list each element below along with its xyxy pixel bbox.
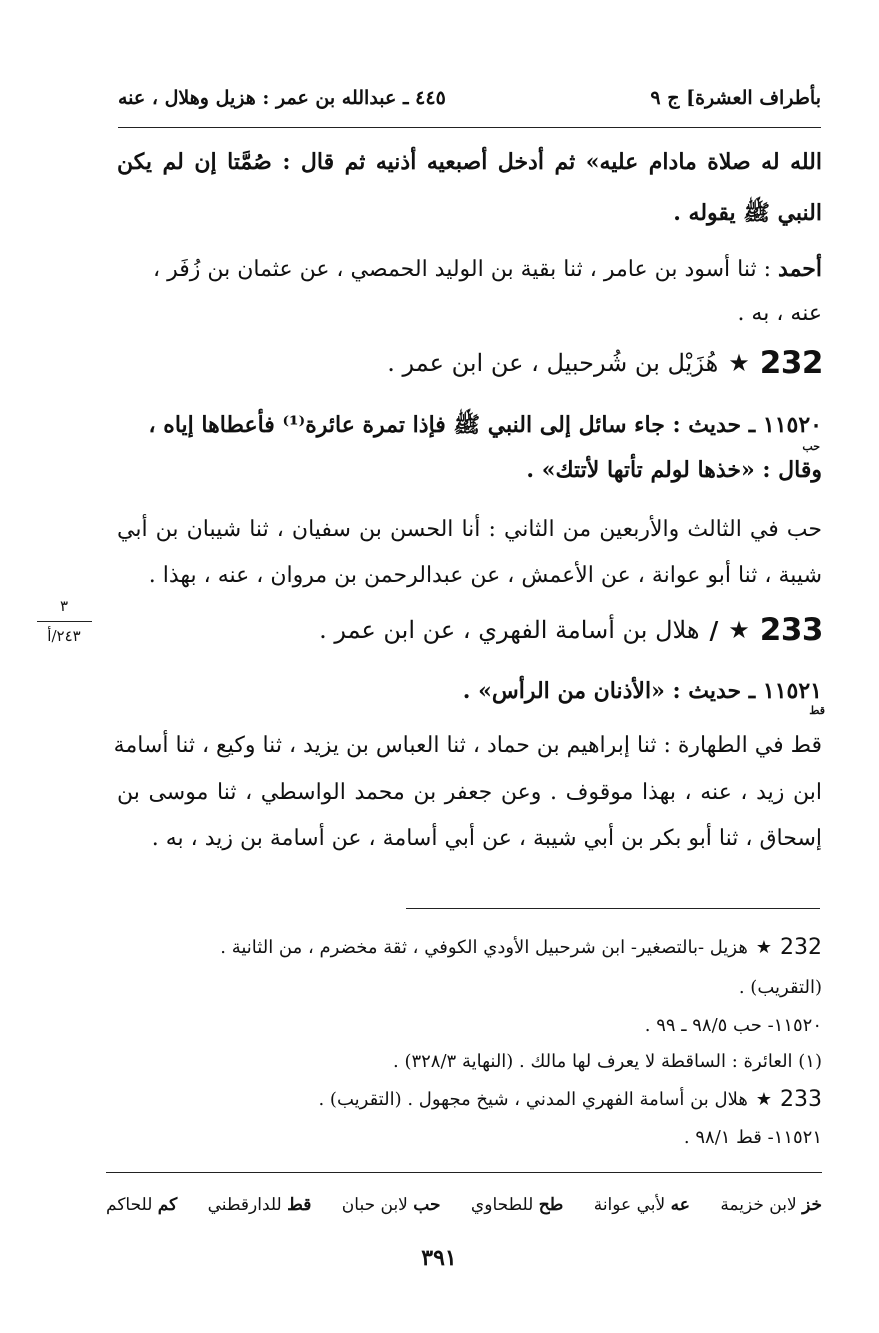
entry-233-number: 233 — [759, 612, 823, 648]
ibn-hibban-line-2: شيبة ، ثنا أبو عوانة ، عن الأعمش ، عن عبدالرحمن بن مروان ، عنه ، بهذا . — [148, 563, 822, 588]
margin-folio-top: ٣ — [59, 597, 69, 615]
footnote-11521: ١١٥٢١- قط ٩٨/١ . — [683, 1127, 822, 1148]
footnote-233-number: 233 — [780, 1087, 822, 1112]
running-header — [118, 78, 821, 118]
margin-folio-bottom: ٢٤٣/أ — [47, 627, 81, 645]
abbr-hibban: حب لابن حبان — [341, 1195, 441, 1215]
abbr-tahawi: طح للطحاوي — [470, 1195, 564, 1215]
body-line-4: عنه ، به . — [737, 301, 822, 326]
footnote-separator — [406, 908, 820, 909]
hadith-11521-source-mark: قط — [809, 704, 825, 717]
hadith-11520-line-1: ١١٥٢٠ ـ حديث : جاء سائل إلى النبي ﷺ فإذا تمرة عائرة⁽¹⁾ فأعطاها إياه ، — [148, 412, 822, 438]
body-line-1: الله له صلاة مادام عليه» ثم أدخل أصبعيه أذنيه ثم قال : صُمَّتا إن لم يكن — [117, 149, 822, 175]
footnote-232-number: 232 — [780, 935, 822, 960]
star-icon: ★ — [755, 1089, 772, 1110]
star-icon: ★ — [728, 616, 750, 644]
footnote-1: (١) العائرة : الساقطة لا يعرف لها مالك . (النهاية ٣٢٨/٣) . — [393, 1051, 822, 1072]
footnote-11520: ١١٥٢٠- حب ٩٨/٥ ـ ٩٩ . — [644, 1015, 822, 1036]
entry-232-number: 232 — [759, 345, 823, 381]
entry-232-text: هُزَيْل بن شُرحبيل ، عن ابن عمر . — [387, 349, 719, 377]
daraqutni-line-2: ابن زيد ، عنه ، بهذا موقوف . وعن جعفر بن محمد الواسطي ، ثنا موسى بن — [117, 780, 822, 805]
abbr-daraqutni: قط للدارقطني — [207, 1195, 312, 1215]
entry-233-text: هلال بن أسامة الفهري ، عن ابن عمر . — [319, 616, 700, 644]
footnote-232-line-2: (التقريب) . — [738, 977, 822, 998]
header-rule — [118, 127, 821, 128]
abbreviation-rule — [106, 1172, 822, 1173]
hadith-11520-source-mark: حب — [802, 440, 820, 453]
margin-folio-rule — [37, 621, 92, 622]
source-ahmad: أحمد — [778, 256, 822, 282]
daraqutni-line-1: قط في الطهارة : ثنا إبراهيم بن حماد ، ثنا العباس بن يزيد ، ثنا وكيع ، ثنا أسامة — [113, 733, 822, 758]
footnote-233 — [110, 1087, 822, 1112]
abbr-hakim: كم للحاكم — [106, 1195, 178, 1215]
abbr-awanah: عه لأبي عوانة — [593, 1195, 690, 1215]
body-line-3-text: : ثنا أسود بن عامر ، ثنا بقية بن الوليد الحمصي ، عن عثمان بن زُفَر ، — [153, 257, 779, 282]
daraqutni-line-3: إسحاق ، ثنا أبو بكر بن أبي شيبة ، عن أبي أسامة ، عن أسامة بن زيد ، به . — [151, 826, 822, 851]
star-icon: ★ — [755, 937, 772, 958]
header-book-title: بأطراف العشرة] ج ٩ — [650, 87, 821, 109]
entry-233-heading: 233 ★ / هلال بن أسامة الفهري ، عن ابن عمر . — [319, 612, 823, 648]
header-section-title: ٤٤٥ ـ عبدالله بن عمر : هزيل وهلال ، عنه — [118, 87, 446, 109]
body-line-3 — [117, 258, 822, 281]
ibn-hibban-line-1: حب في الثالث والأربعين من الثاني : أنا الحسن بن سفيان ، ثنا شيبان بن أبي — [117, 517, 822, 542]
star-icon: ★ — [728, 349, 750, 377]
footnote-232-text: هزيل -بالتصغير- ابن شرحبيل الأودي الكوفي ، ثقة مخضرم ، من الثانية . — [220, 936, 748, 958]
footnote-232 — [110, 935, 822, 960]
abbr-khuzaymah: خز لابن خزيمة — [720, 1195, 822, 1215]
page-number: ٣٩١ — [421, 1245, 457, 1271]
footnote-233-text: هلال بن أسامة الفهري المدني ، شيخ مجهول . (التقريب) . — [318, 1088, 748, 1110]
hadith-11521: ١١٥٢١ ـ حديث : «الأذنان من الرأس» . — [462, 678, 822, 704]
hadith-11520-line-2: وقال : «خذها لولم تأتها لأتتك» . — [526, 457, 822, 483]
body-line-2: النبي ﷺ يقوله . — [673, 200, 822, 226]
entry-232-heading — [300, 345, 823, 381]
abbreviation-key — [106, 1190, 822, 1220]
